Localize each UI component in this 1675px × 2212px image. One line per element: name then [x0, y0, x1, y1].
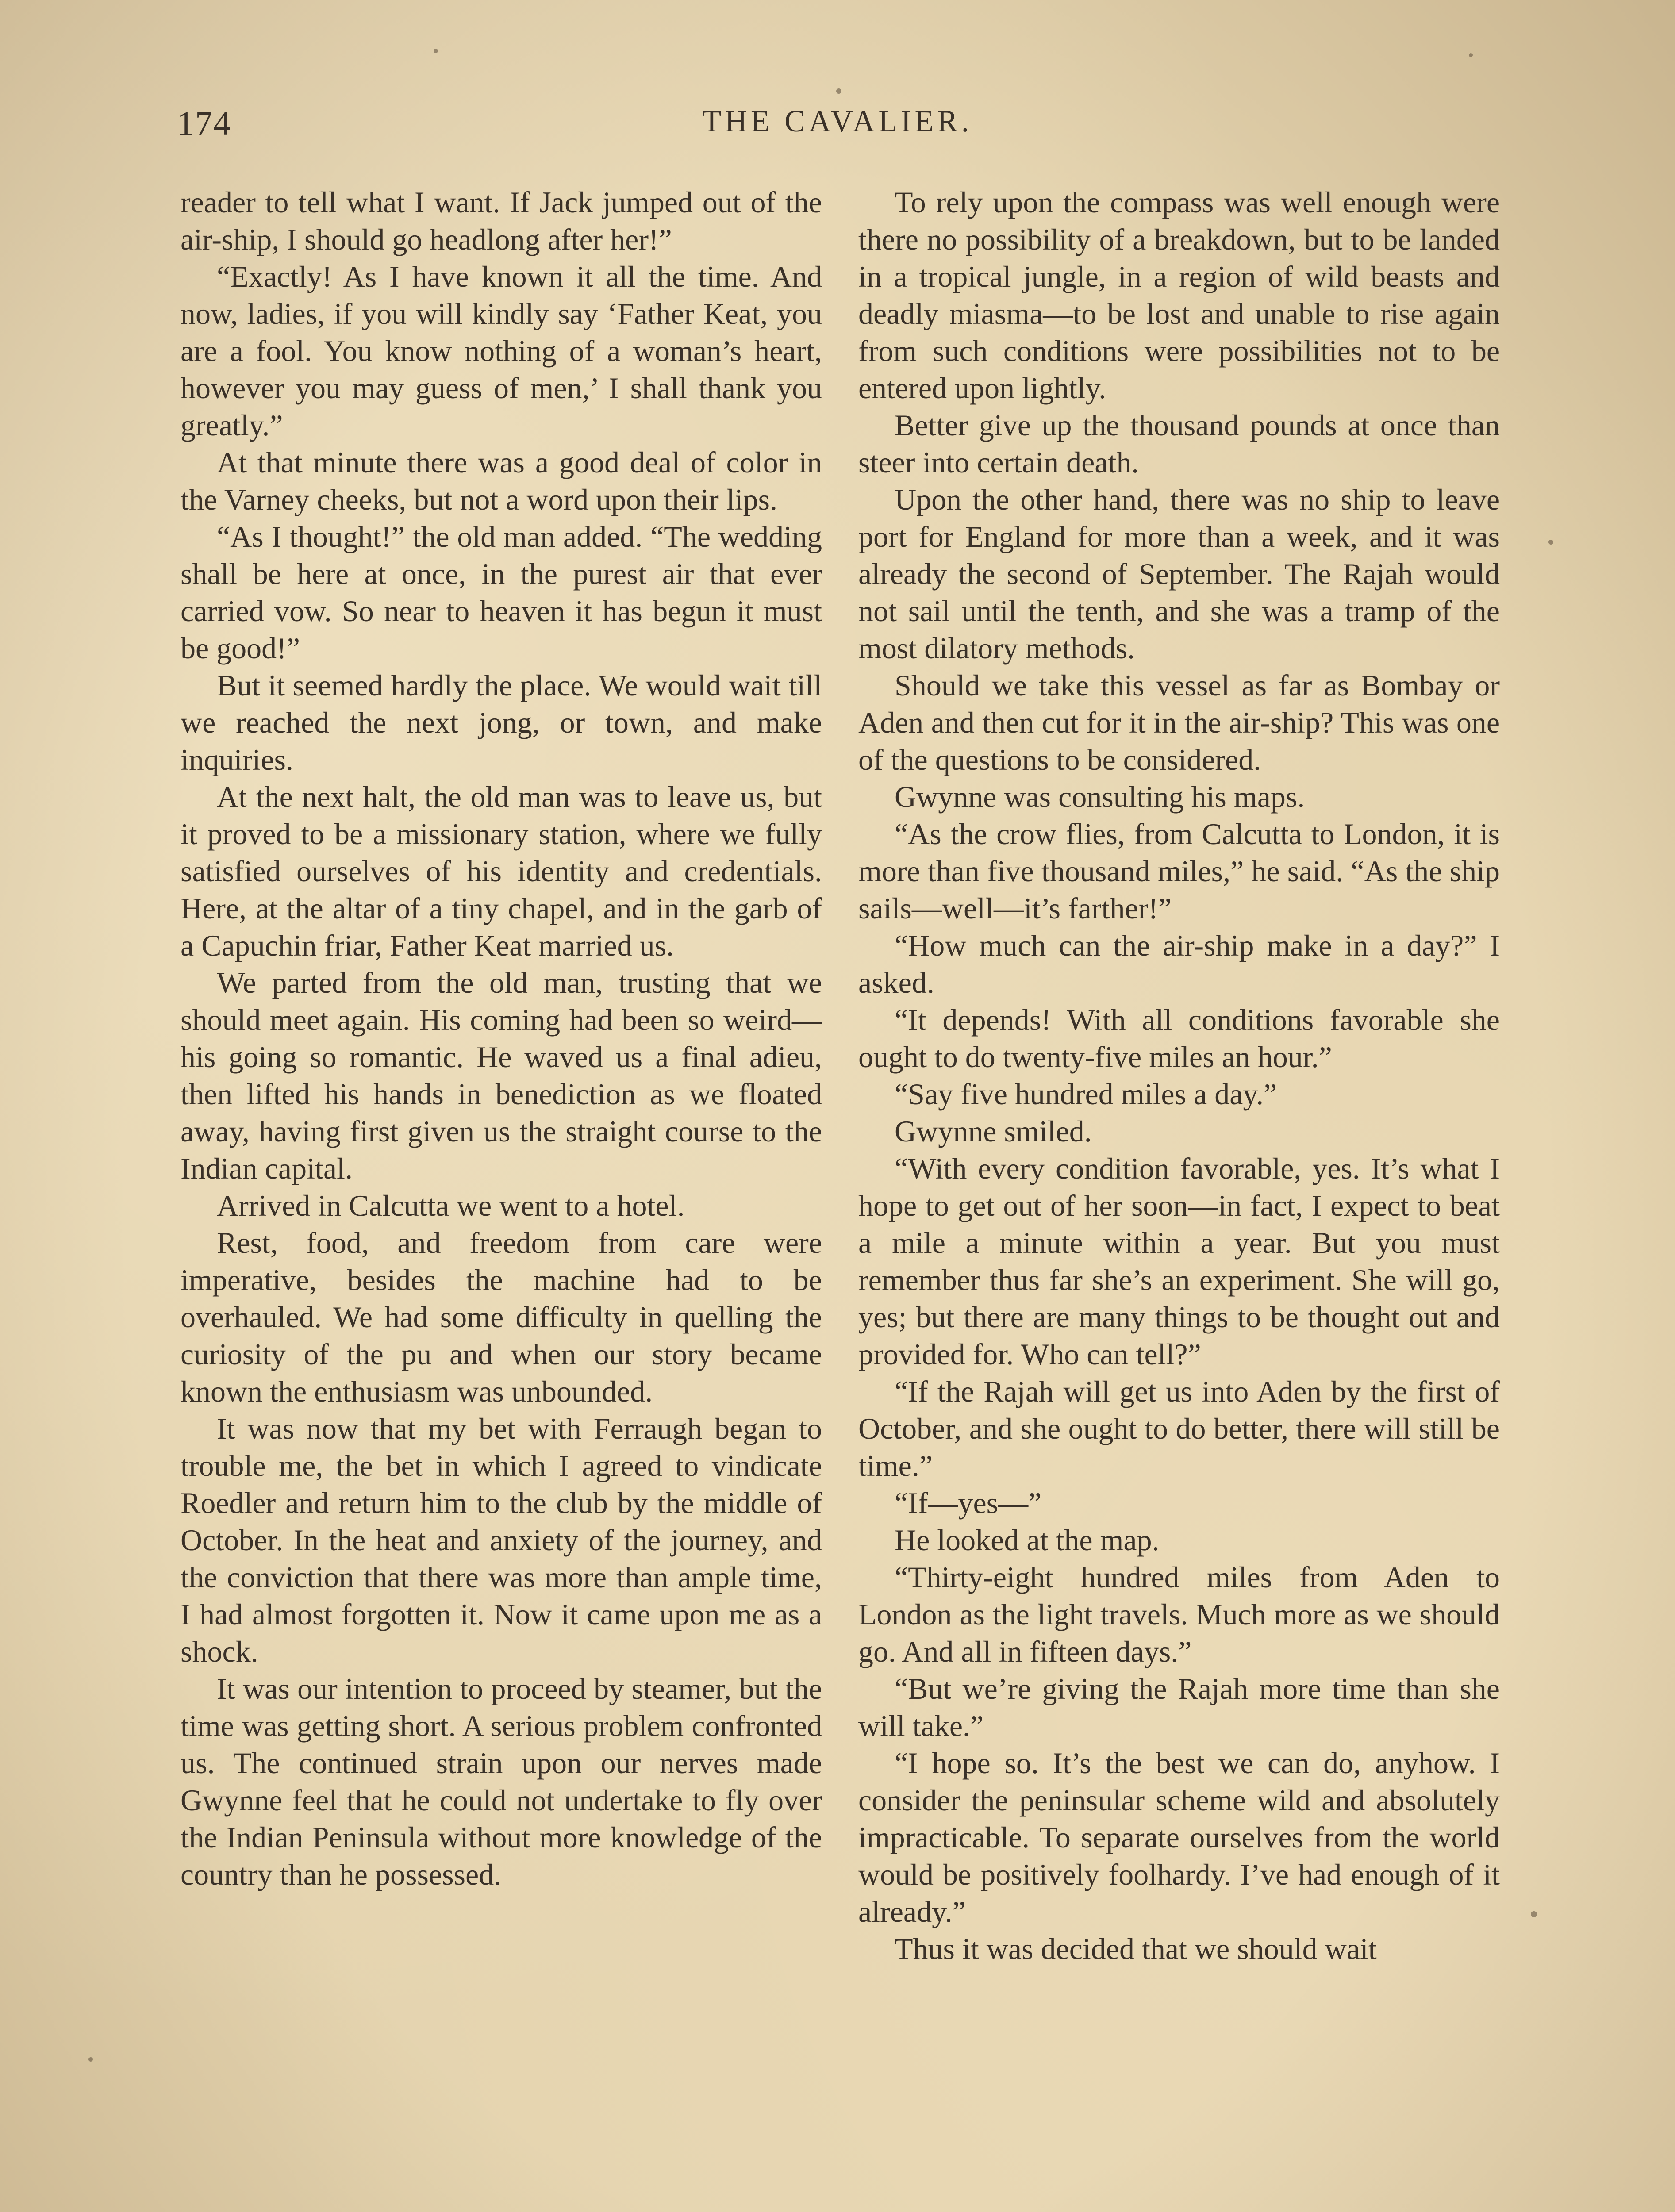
paragraph: He looked at the map.	[895, 1523, 1160, 1557]
paragraph: reader to tell what I want. If Jack jumped out of the air-ship, I should go headlong after her!”	[181, 185, 822, 256]
paragraph: At that minute there was a good deal of color in the Varney cheeks, but not a word upon their lips.	[181, 445, 822, 516]
paper-speck	[88, 2057, 93, 2062]
paragraph: “As I thought!” the old man added. “The wedding shall be here at once, in the purest air that ever carried vow. So near to heaven it has begun it must be good!”	[181, 520, 822, 665]
paper-speck	[434, 49, 438, 53]
page-number: 174	[177, 104, 231, 142]
paragraph: Rest, food, and freedom from care were imperative, besides the machine had to be overhauled. We had some difficulty in quelling the curiosity of the pu and when our story became known the enthusiasm was unbounded.	[181, 1226, 822, 1408]
paper-speck	[1531, 1911, 1537, 1917]
paper-speck	[1548, 540, 1553, 545]
running-title: THE CAVALIER.	[702, 104, 973, 138]
paragraph: Upon the other hand, there was no ship to leave port for England for more than a week, and it was already the second of September. The Rajah would not sail until the tenth, and she was a tramp of the most dilatory methods.	[858, 483, 1500, 665]
paragraph: “It depends! With all conditions favorable she ought to do twenty-five miles an hour.”	[858, 1003, 1500, 1074]
paragraph: Arrived in Calcutta we went to a hotel.	[217, 1189, 685, 1222]
paragraph: “How much can the air-ship make in a day?” I asked.	[858, 929, 1500, 999]
paragraph: At the next halt, the old man was to leave us, but it proved to be a missionary station, where we fully satisfied ourselves of his identity and credentials. Here, at the altar of a tiny chapel, and in the garb of a Capuchin friar, Father Keat married us.	[181, 780, 822, 962]
paragraph: To rely upon the compass was well enough were there no possibility of a breakdown, but to be landed in a tropical jungle, in a region of wild beasts and deadly miasma—to be lost and unable to rise again from such conditions were possibilities not to be entered upon lightly.	[858, 185, 1500, 405]
right-text-column	[858, 184, 1500, 1967]
paragraph: “If the Rajah will get us into Aden by the first of October, and she ought to do better, there will still be time.”	[858, 1375, 1500, 1482]
paragraph: Gwynne was consulting his maps.	[895, 780, 1305, 814]
paragraph: We parted from the old man, trusting that we should meet again. His coming had been so weird—his going so romantic. He waved us a final adieu, then lifted his hands in benediction as we floated away, having first given us the straight course to the Indian capital.	[181, 966, 822, 1185]
paragraph: It was our intention to proceed by steamer, but the time was getting short. A serious problem confronted us. The continued strain upon our nerves made Gwynne feel that he could not undertake to fly over the Indian Peninsula without more knowledge of the country than he possessed.	[181, 1672, 822, 1891]
paragraph: Thus it was decided that we should wait	[895, 1932, 1377, 1966]
paragraph: “Say five hundred miles a day.”	[895, 1077, 1277, 1111]
paragraph: “But we’re giving the Rajah more time than she will take.”	[858, 1672, 1500, 1743]
paragraph: Gwynne smiled.	[895, 1114, 1092, 1148]
paragraph: Should we take this vessel as far as Bombay or Aden and then cut for it in the air-ship? This was one of the questions to be considered.	[858, 668, 1500, 776]
paragraph: “If—yes—”	[895, 1486, 1042, 1520]
paragraph: “Thirty-eight hundred miles from Aden to London as the light travels. Much more as we should go. And all in fifteen days.”	[858, 1560, 1500, 1668]
paper-speck	[836, 88, 841, 94]
paragraph: “With every condition favorable, yes. It’s what I hope to get out of her soon—in fact, I expect to beat a mile a minute within a year. But you must remember thus far she’s an experiment. She will go, yes; but there are many things to be thought out and provided for. Who can tell?”	[858, 1152, 1500, 1371]
paragraph: “As the crow flies, from Calcutta to London, it is more than five thousand miles,” he said. “As the ship sails—well—it’s farther!”	[858, 817, 1500, 925]
paragraph: Better give up the thousand pounds at once than steer into certain death.	[858, 408, 1500, 479]
paper-speck	[1469, 53, 1473, 57]
paragraph: “Exactly! As I have known it all the time. And now, ladies, if you will kindly say ‘Father Keat, you are a fool. You know nothing of a woman’s heart, however you may guess of men,’ I shall thank you greatly.”	[181, 260, 822, 442]
left-text-column	[181, 184, 822, 1893]
paragraph: But it seemed hardly the place. We would wait till we reached the next jong, or town, and make inquiries.	[181, 668, 822, 776]
paragraph: It was now that my bet with Ferraugh began to trouble me, the bet in which I agreed to vindicate Roedler and return him to the club by the middle of October. In the heat and anxiety of the journey, and the conviction that there was more than ample time, I had almost forgotten it. Now it came upon me as a shock.	[181, 1412, 822, 1668]
paragraph: “I hope so. It’s the best we can do, anyhow. I consider the peninsular scheme wild and absolutely impracticable. To separate ourselves from the world would be positively foolhardy. I’ve had enough of it already.”	[858, 1746, 1500, 1928]
